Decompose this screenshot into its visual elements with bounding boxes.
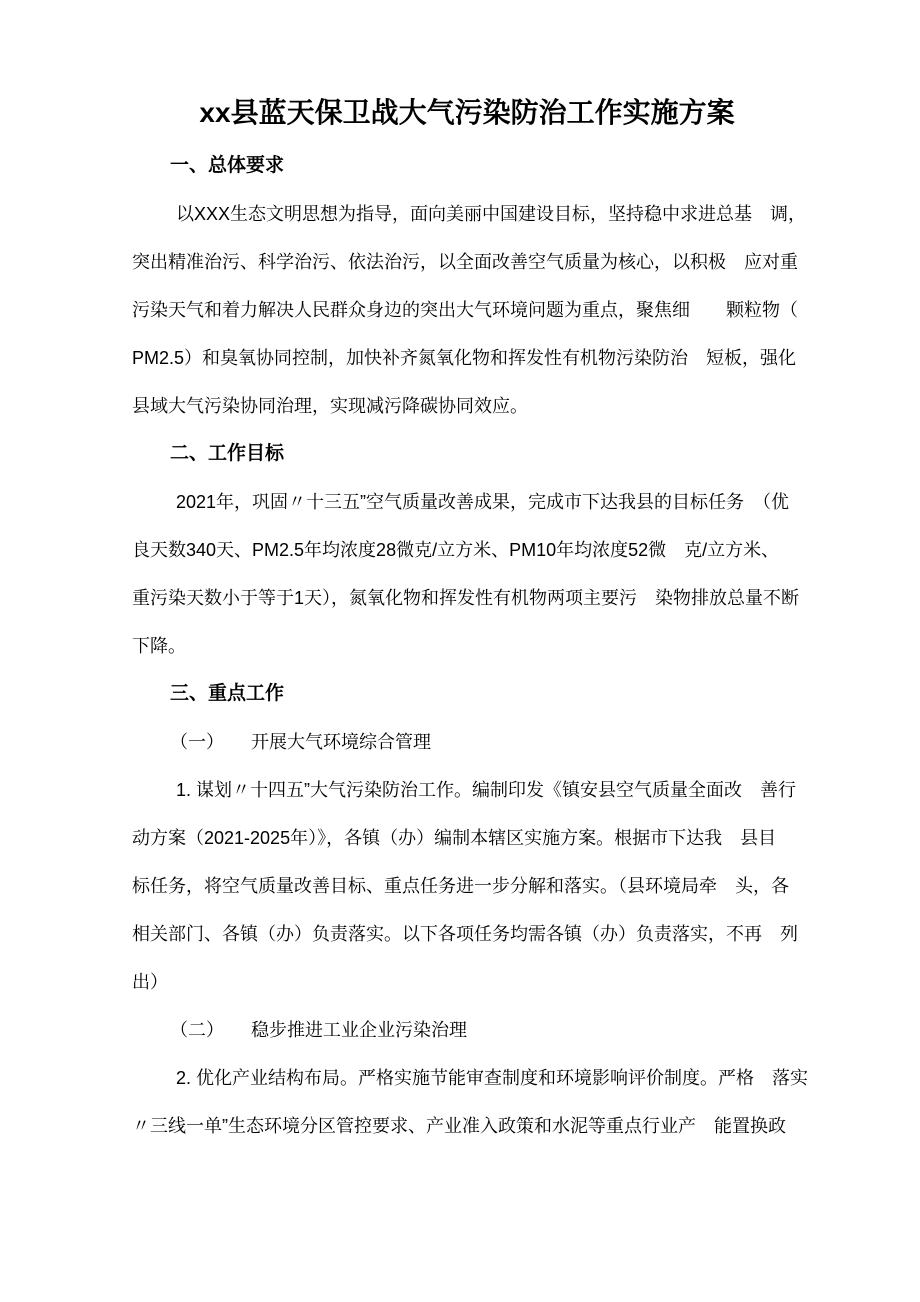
section-heading-2: 二、工作目标 [170, 443, 285, 464]
doc-title: xx县蓝天保卫战大气污染防治工作实施方案 [199, 97, 735, 128]
paragraph-line: 标任务，将空气质量改善目标、重点任务进一步分解和落实。（县环境局牵 头，各 [132, 876, 789, 896]
paragraph-line: 重污染天数小于等于1天），氮氧化物和挥发性有机物两项主要污 染物排放总量不断 [132, 588, 800, 608]
paragraph-line: 相关部门、各镇（办）负责落实。以下各项任务均需各镇（办）负责落实，不再 列 [132, 924, 798, 944]
paragraph-line: 〃三线一单”生态环境分区管控要求、产业准入政策和水泥等重点行业产 能置换政 [132, 1116, 786, 1136]
section-heading-3: 三、重点工作 [170, 683, 285, 704]
paragraph-line: 突出精准治污、科学治污、依法治污，以全面改善空气质量为核心，以积极 应对重 [132, 252, 798, 272]
paragraph-line: 污染天气和着力解决人民群众身边的突出大气环境问题为重点，聚焦细 颗粒物（ [132, 300, 798, 320]
paragraph-line: 下降。 [132, 636, 186, 656]
paragraph-line: PM2.5）和臭氧协同控制，加快补齐氮氧化物和挥发性有机物污染防治 短板，强化 [132, 348, 797, 368]
sub-heading-1: （一） 开展大气环境综合管理 [170, 732, 431, 752]
paragraph-line: 2021年，巩固〃十三五”空气质量改善成果，完成市下达我县的目标任务 （优 [176, 492, 790, 512]
paragraph-line: 良天数340天、PM2.5年均浓度28微克/立方米、PM10年均浓度52微 克/立方米、 [132, 540, 780, 560]
paragraph-line: 动方案（2021-2025年）》，各镇（办）编制本辖区实施方案。根据市下达我 县目 [132, 828, 777, 848]
paragraph-line: 出） [132, 972, 168, 992]
sub-heading-2: （二） 稳步推进工业企业污染治理 [170, 1020, 467, 1040]
paragraph-line: 县域大气污染协同治理，实现减污降碳协同效应。 [132, 396, 528, 416]
paragraph-line: 以XXX生态文明思想为指导，面向美丽中国建设目标，坚持稳中求进总基 调， [176, 204, 807, 224]
document-content [132, 84, 809, 1150]
paragraph-line: 2. 优化产业结构布局。严格实施节能审查制度和环境影响评价制度。严格 落实 [176, 1068, 809, 1088]
section-heading-1: 一、总体要求 [170, 155, 285, 176]
paragraph-line: 1. 谋划〃十四五”大气污染防治工作。编制印发《镇安县空气质量全面改 善行 [176, 780, 797, 800]
